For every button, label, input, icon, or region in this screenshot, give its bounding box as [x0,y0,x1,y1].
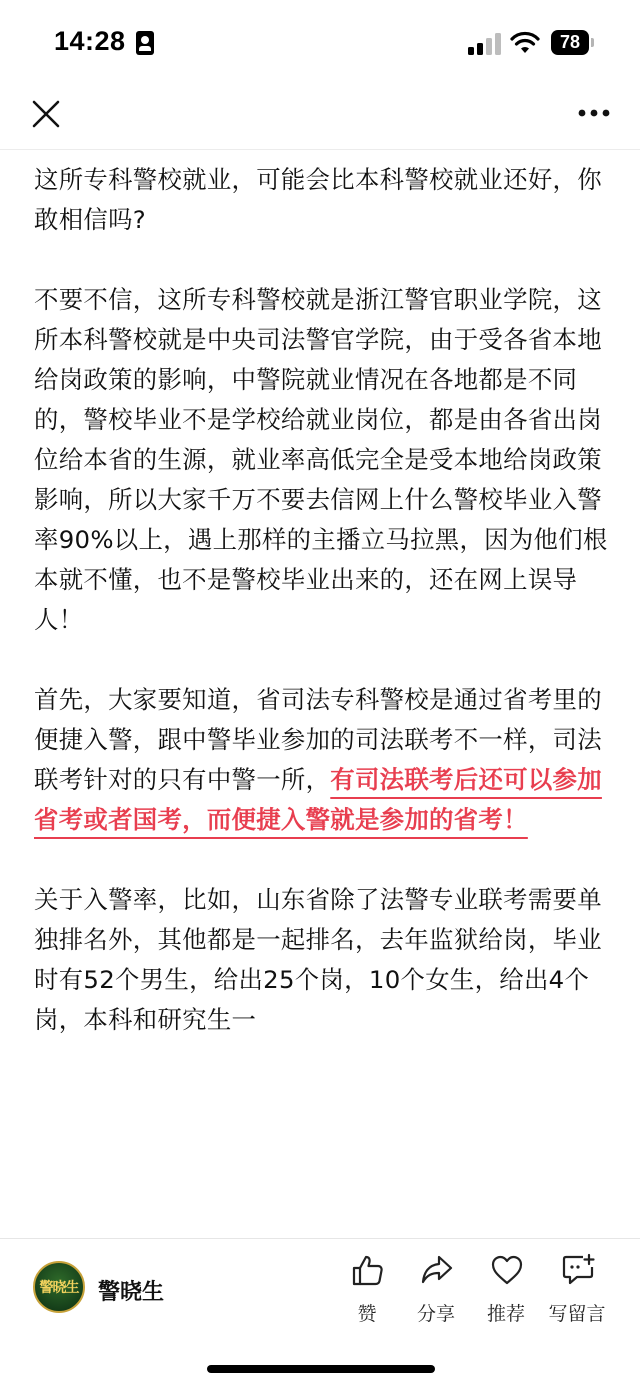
wifi-icon [510,31,540,55]
status-bar [0,0,640,88]
like-label: 赞 [357,1303,377,1325]
contact-card-icon [136,31,154,55]
paragraph-3-text: 首先，大家要知道，省司法专科警校是通过省考里的便捷入警，跟中警毕业参加的司法联考不一样，司法联考针对的只有中警一所， [34,685,602,794]
article-paragraph-2: 不要不信，这所专科警校就是浙江警官职业学院，这所本科警校就是中央司法警官学院，由于受各省本地给岗政策的影响，中警院就业情况在各地都是不同的，警校毕业不是学校给就业岗位，都是由各省出岗位给本省的生源，就业率高低完全是受本地给岗政策影响，所以大家千万不要去信网上什么警校毕业入警率90%以上，遇上那样的主播立马拉黑，因为他们根本就不懂，也不是警校毕业出来的，还在网上误导人！ [34,285,608,634]
close-button[interactable] [28,96,64,132]
battery-icon [551,30,589,55]
share-arrow-icon [420,1253,454,1287]
close-icon [28,96,64,132]
article-paragraph-3 [34,680,610,840]
battery-cap [591,38,594,47]
article-paragraph-1: 这所专科警校就业，可能会比本科警校就业还好，你敢相信吗? [34,165,602,234]
like-button[interactable] [327,1253,407,1337]
article-body [34,160,610,1240]
battery-level: 78 [559,32,581,52]
article-paragraph-4: 关于入警率，比如，山东省除了法警专业联考需要单独排名外，其他都是一起排名，去年监狱给岗，毕业时有52个男生，给出25个岗，10个女生，给出4个岗，本科和研究生一 [34,885,602,1034]
author-name[interactable]: 警晓生 [98,1280,165,1305]
share-label: 分享 [416,1303,455,1325]
comment-plus-icon [561,1253,597,1287]
recommend-button[interactable] [466,1253,546,1337]
cellular-signal-icon [468,33,502,55]
comment-button[interactable] [537,1253,617,1337]
share-button[interactable] [396,1253,476,1337]
thumbs-up-icon [351,1253,385,1287]
more-button[interactable] [574,98,614,128]
more-icon [574,98,614,128]
nav-bar [0,88,640,150]
author-avatar[interactable] [33,1261,85,1313]
heart-icon [490,1253,524,1287]
avatar-text: 警晓生 [39,1280,79,1296]
comment-label: 写留言 [548,1303,606,1325]
status-time: 14:28 [54,26,126,56]
home-indicator[interactable] [207,1365,435,1373]
recommend-label: 推荐 [486,1303,525,1325]
bottom-action-bar [0,1238,640,1385]
highlighted-text: 有司法联考后还可以参加省考或者国考，而便捷入警就是参加的省考！ [34,765,602,834]
